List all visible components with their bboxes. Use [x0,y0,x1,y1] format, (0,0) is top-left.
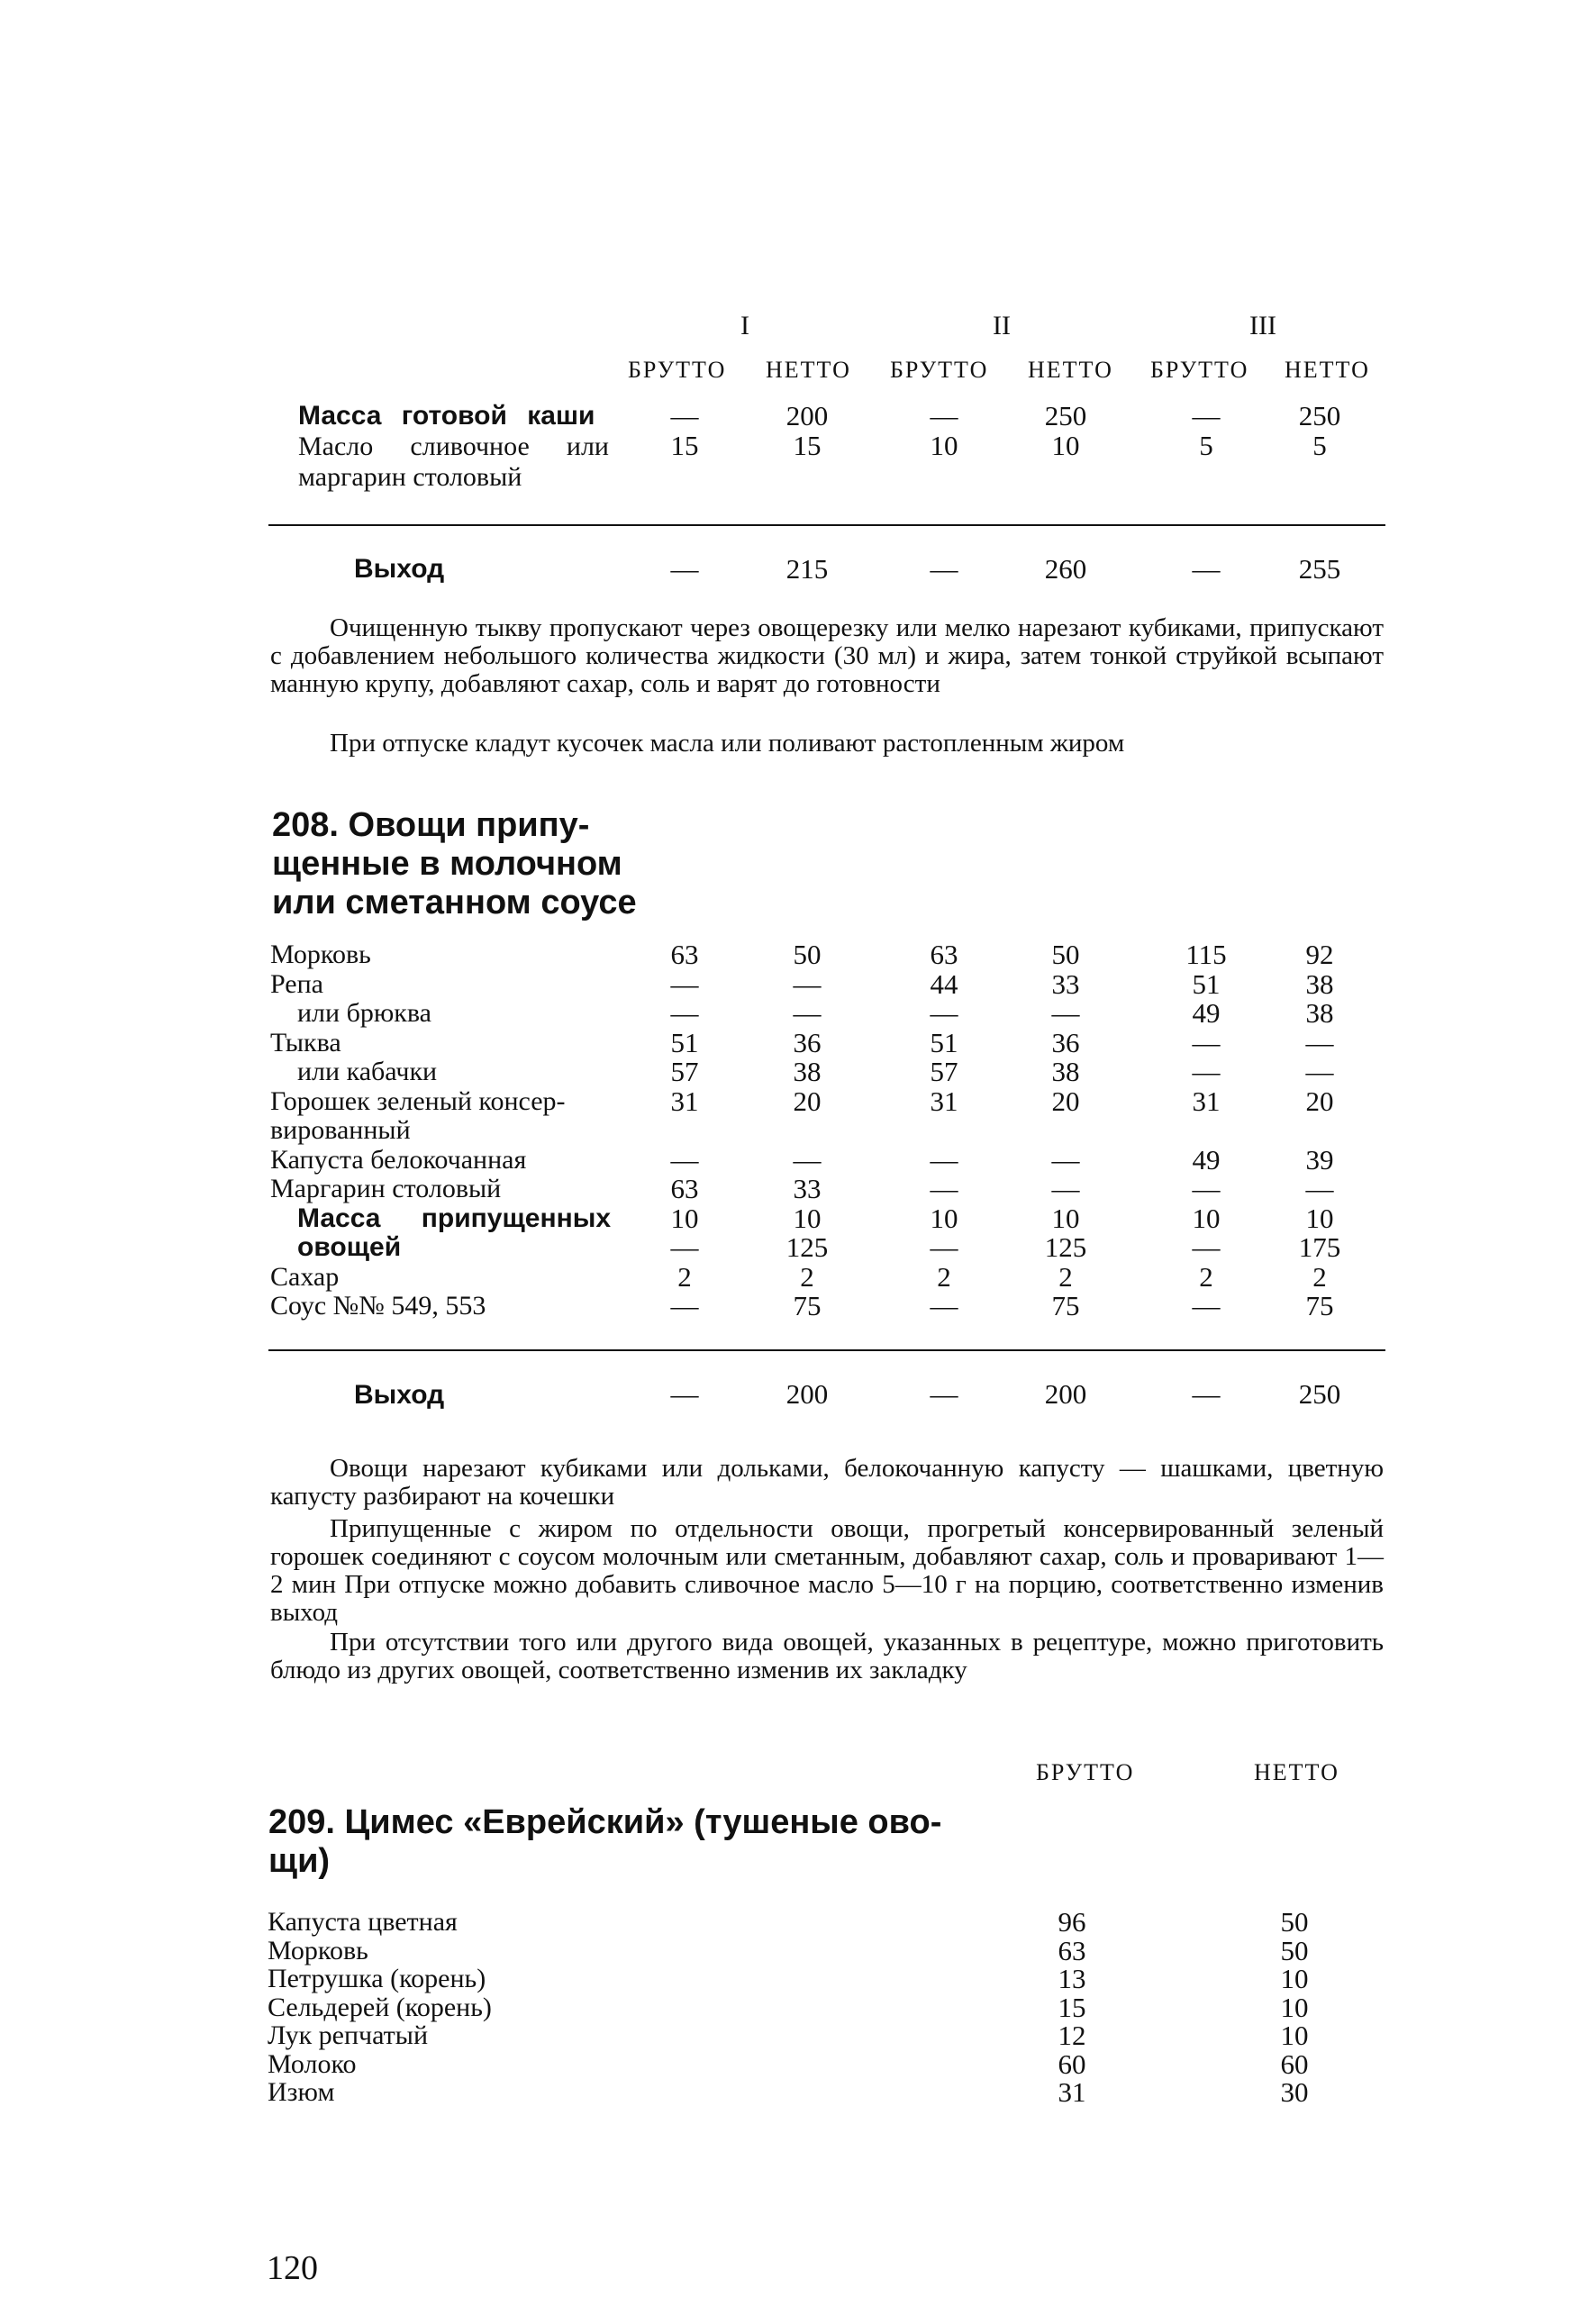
cell: 50 [1051,939,1080,970]
cell: 31 [1192,1085,1221,1117]
paragraph: Припущенные с жиром по отдельности овощи, прогретый консервированный зеленый горошек соединяют с соусом молочным или сметанным, добавляют сахар, соль и проваривают 1—2 мин При отпуске можно добавить сливочное масло 5—10 г на порцию, соответственно изменив выход [270,1514,1384,1627]
cell: 60 [1280,2047,1309,2080]
row-label: Масса припущенных [297,1203,611,1233]
column-group-II: II [993,311,1011,340]
cell: — [930,1143,958,1176]
cell: — [1192,553,1221,585]
cell: 2 [1058,1260,1073,1293]
row-label: Петрушка (корень) [268,1964,486,1993]
recipe-title-line: 209. Цимес «Еврейский» (тушеные ово- [268,1803,942,1841]
cell: — [1305,1026,1334,1058]
cell: 2 [937,1260,951,1293]
cell: 50 [1280,1934,1309,1966]
row-label: Капуста цветная [268,1907,458,1937]
row-label: Изюм [268,2077,335,2107]
table-divider [268,1349,1385,1351]
cell: — [670,400,699,431]
row-label: Капуста белокочанная [270,1144,527,1175]
cell: 39 [1305,1143,1334,1176]
paragraph: При отсутствии того или другого вида овощей, указанных в рецептуре, можно приготовить блюдо из других овощей, соответственно изменив их закладку [270,1628,1384,1684]
cell: 92 [1305,939,1334,970]
cell: 50 [793,939,822,970]
cell: — [670,553,699,585]
row-label: овощей [297,1232,402,1262]
cell: 10 [1280,1991,1309,2023]
cell: — [930,1378,958,1410]
cell: 15 [1058,1991,1086,2023]
row-label: или кабачки [297,1057,438,1086]
cell: — [670,1378,699,1410]
cell: 250 [1044,400,1087,431]
recipe-title-line: 208. Овощи припу- [272,806,590,844]
cell: 2 [1312,1260,1327,1293]
cell: 51 [1192,967,1221,1000]
cell: — [1192,1231,1221,1263]
cell: 5 [1199,430,1213,461]
cell: 200 [1044,1378,1087,1410]
cell: — [1051,997,1080,1029]
cell: 175 [1298,1231,1341,1263]
row-label: Сельдерей (корень) [268,1992,492,2022]
row-label: Горошек зеленый консер- [270,1085,566,1116]
cell: 75 [1305,1290,1334,1321]
paragraph: При отпуске кладут кусочек масла или поливают растопленным жиром [330,729,1125,758]
cell: 125 [1044,1231,1087,1263]
cell: 15 [793,430,822,461]
cell: 200 [785,400,829,431]
paragraph: Очищенную тыкву пропускают через овощерезку или мелко нарезают кубиками, припускают с добавлением небольшого количества жидкости (30 мл) и жира, затем тонкой струйкой всыпают манную крупу, добавляют сахар, соль и варят до готовности [270,613,1384,698]
cell: 250 [1298,1378,1341,1410]
cell: 255 [1298,553,1341,585]
cell: 63 [1058,1934,1086,1966]
cell: — [930,553,958,585]
cell: 10 [1305,1202,1334,1234]
cell: 5 [1312,430,1327,461]
row-label: вированный [270,1115,411,1145]
cell: — [930,1173,958,1204]
cell: — [930,400,958,431]
row-label: или брюква [297,998,431,1028]
cell: 44 [930,967,958,1000]
row-label: Морковь [270,940,371,969]
row-label: Тыква [270,1027,341,1058]
cell: 36 [793,1026,822,1058]
cell: — [930,1231,958,1263]
cell: 51 [670,1026,699,1058]
header-netto: НЕТТО [1254,1759,1339,1785]
cell: 215 [785,553,829,585]
cell: 60 [1058,2047,1086,2080]
yield-label: Выход [354,554,445,584]
cell: — [670,997,699,1029]
cell: 125 [785,1231,829,1263]
header-brutto-1: БРУТТО [628,357,727,383]
cell: — [670,1143,699,1176]
row-label: Масло сливочное или маргарин столовый [298,431,609,492]
cell: 96 [1058,1906,1086,1938]
cell: 250 [1298,400,1341,431]
cell: 31 [1058,2076,1086,2108]
header-netto-1: НЕТТО [766,357,851,383]
cell: 63 [930,939,958,970]
row-label: Сахар [270,1261,340,1292]
cell: — [1192,1026,1221,1058]
cell: 2 [677,1260,692,1293]
cell: 10 [793,1202,822,1234]
recipe-title-line: щенные в молочном [272,845,622,883]
cell: 10 [1280,1963,1309,1994]
header-netto-2: НЕТТО [1028,357,1113,383]
cell: 49 [1192,1143,1221,1176]
cell: 38 [1305,997,1334,1029]
paragraph: Овощи нарезают кубиками или дольками, белокочанную капусту — шашками, цветную капусту разбирают на кочешки [270,1454,1384,1511]
cell: 30 [1280,2076,1309,2108]
cell: — [1305,1056,1334,1087]
page-number: 120 [267,2249,318,2287]
cell: 10 [1280,2020,1309,2051]
cell: — [1192,1378,1221,1410]
cell: — [793,997,822,1029]
cell: — [670,967,699,1000]
row-label: Соус №№ 549, 553 [270,1291,486,1321]
cell: 2 [800,1260,814,1293]
cell: 10 [1051,1202,1080,1234]
header-netto-3: НЕТТО [1285,357,1370,383]
cell: — [930,997,958,1029]
cell: 10 [930,430,958,461]
cell: 200 [785,1378,829,1410]
cell: 57 [930,1056,958,1087]
cell: 38 [793,1056,822,1087]
cell: 10 [930,1202,958,1234]
cell: 15 [670,430,699,461]
cell: — [793,967,822,1000]
cell: 31 [670,1085,699,1117]
header-brutto-3: БРУТТО [1150,357,1249,383]
cell: 63 [670,939,699,970]
cell: 10 [1192,1202,1221,1234]
cell: 33 [1051,967,1080,1000]
row-label: Морковь [268,1935,368,1965]
column-group-I: I [740,311,749,340]
recipe-title-line: или сметанном соусе [272,884,637,921]
cell: 2 [1199,1260,1213,1293]
cell: 260 [1044,553,1087,585]
cell: — [793,1143,822,1176]
cell: 50 [1280,1906,1309,1938]
cell: — [1192,400,1221,431]
cell: — [1192,1290,1221,1321]
header-brutto-2: БРУТТО [890,357,989,383]
cell: 20 [1051,1085,1080,1117]
header-brutto: БРУТТО [1036,1759,1135,1785]
cell: — [1051,1173,1080,1204]
cell: — [1051,1143,1080,1176]
cell: — [1192,1056,1221,1087]
row-label: Репа [270,968,323,999]
cell: — [1192,1173,1221,1204]
cell: 10 [670,1202,699,1234]
cell: 63 [670,1173,699,1204]
cell: 38 [1051,1056,1080,1087]
cell: 57 [670,1056,699,1087]
cell: 75 [1051,1290,1080,1321]
row-label: Молоко [268,2048,357,2079]
cell: 49 [1192,997,1221,1029]
cell: 20 [1305,1085,1334,1117]
cell: — [930,1290,958,1321]
row-label: Масса готовой каши [298,401,595,431]
yield-label: Выход [354,1380,445,1410]
row-label: Лук репчатый [268,2020,428,2050]
cell: 12 [1058,2020,1086,2051]
cell: 31 [930,1085,958,1117]
cell: 13 [1058,1963,1086,1994]
cell: 38 [1305,967,1334,1000]
cell: 36 [1051,1026,1080,1058]
cell: — [670,1231,699,1263]
cell: 10 [1051,430,1080,461]
cell: 75 [793,1290,822,1321]
table-divider [268,524,1385,526]
recipe-title-line: щи) [268,1842,331,1880]
cell: 51 [930,1026,958,1058]
cell: — [1305,1173,1334,1204]
cell: 20 [793,1085,822,1117]
cell: — [670,1290,699,1321]
cell: 33 [793,1173,822,1204]
row-label: Маргарин столовый [270,1174,502,1203]
cell: 115 [1185,939,1227,970]
column-group-III: III [1249,311,1276,340]
